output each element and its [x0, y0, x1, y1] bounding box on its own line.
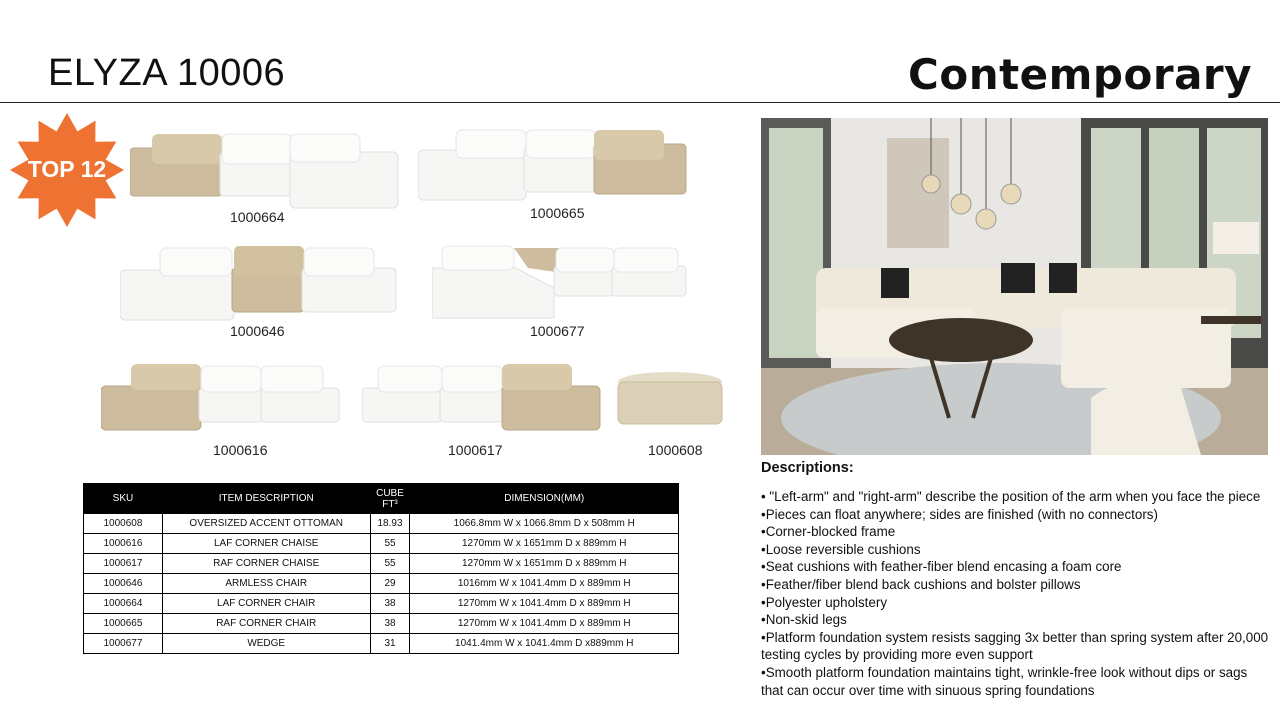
- table-cell: WEDGE: [162, 634, 370, 654]
- sku-caption: 1000616: [213, 442, 268, 458]
- page-title: ELYZA 10006: [48, 52, 286, 94]
- table-cell: 55: [370, 554, 410, 574]
- list-item: •Loose reversible cushions: [761, 541, 921, 557]
- table-row: [84, 574, 679, 594]
- table-cell: LAF CORNER CHAIR: [162, 594, 370, 614]
- list-item: •Non-skid legs: [761, 612, 847, 628]
- table-cell: 1000616: [84, 534, 163, 554]
- product-image-1000664: [130, 130, 400, 210]
- table-row: [84, 594, 679, 614]
- sku-caption: 1000677: [530, 323, 585, 339]
- product-image-1000665: [418, 126, 688, 202]
- table-cell: 38: [370, 614, 410, 634]
- table-cell: 55: [370, 534, 410, 554]
- list-item: •Pieces can float anywhere; sides are finished (with no connectors): [761, 506, 1158, 522]
- sku-caption: 1000665: [530, 205, 585, 221]
- list-item: •Polyester upholstery: [761, 594, 888, 610]
- top-badge-label: TOP 12: [27, 156, 107, 182]
- table-cell: 1270mm W x 1041.4mm D x 889mm H: [410, 594, 679, 614]
- product-image-1000646: [120, 244, 398, 322]
- column-header: CUBE FT³: [370, 484, 410, 514]
- sku-caption: 1000664: [230, 209, 285, 225]
- style-label: Contemporary: [908, 50, 1252, 99]
- sku-caption: 1000608: [648, 442, 703, 458]
- spec-table: [83, 483, 679, 654]
- table-cell: 1270mm W x 1651mm D x 889mm H: [410, 554, 679, 574]
- table-cell: LAF CORNER CHAISE: [162, 534, 370, 554]
- table-cell: 1000664: [84, 594, 163, 614]
- table-row: [84, 554, 679, 574]
- table-cell: 1270mm W x 1651mm D x 889mm H: [410, 534, 679, 554]
- table-cell: 1000665: [84, 614, 163, 634]
- header-divider: [0, 102, 1280, 103]
- descriptions-heading: Descriptions:: [761, 460, 854, 476]
- table-cell: 1270mm W x 1041.4mm D x 889mm H: [410, 614, 679, 634]
- table-row: [84, 534, 679, 554]
- table-cell: 38: [370, 594, 410, 614]
- descriptions-list: [761, 488, 1271, 699]
- product-image-1000677: [432, 244, 688, 320]
- list-item: •Smooth platform foundation maintains tight, wrinkle-free look without dips or sags that can occur over time with sinuous spring foundations: [761, 664, 1248, 698]
- table-cell: 1000617: [84, 554, 163, 574]
- table-cell: 1000608: [84, 514, 163, 534]
- product-image-1000617: [362, 362, 602, 434]
- column-header: ITEM DESCRIPTION: [162, 484, 370, 514]
- table-cell: 1041.4mm W x 1041.4mm D x889mm H: [410, 634, 679, 654]
- table-row: [84, 614, 679, 634]
- table-cell: 1000677: [84, 634, 163, 654]
- sku-caption: 1000646: [230, 323, 285, 339]
- table-cell: ARMLESS CHAIR: [162, 574, 370, 594]
- list-item: • "Left-arm" and "right-arm" describe the position of the arm when you face the piece: [761, 489, 1261, 504]
- list-item: •Feather/fiber blend back cushions and bolster pillows: [761, 576, 1081, 592]
- table-cell: OVERSIZED ACCENT OTTOMAN: [162, 514, 370, 534]
- table-cell: RAF CORNER CHAIR: [162, 614, 370, 634]
- table-cell: 31: [370, 634, 410, 654]
- list-item: •Seat cushions with feather-fiber blend encasing a foam core: [761, 559, 1122, 575]
- column-header: SKU: [84, 484, 163, 514]
- list-item: •Platform foundation system resists sagging 3x better than spring system after 20,000 testing cycles by providing more even support: [761, 629, 1269, 663]
- table-cell: RAF CORNER CHAISE: [162, 554, 370, 574]
- table-header-row: [84, 484, 679, 514]
- table-cell: 1000646: [84, 574, 163, 594]
- table-row: [84, 514, 679, 534]
- product-image-1000608: [617, 370, 723, 428]
- product-image-1000616: [101, 362, 341, 434]
- table-cell: 18.93: [370, 514, 410, 534]
- list-item: •Corner-blocked frame: [761, 524, 896, 540]
- column-header: DIMENSION(MM): [410, 484, 679, 514]
- table-cell: 29: [370, 574, 410, 594]
- room-scene-photo: [761, 118, 1268, 455]
- table-row: [84, 634, 679, 654]
- table-cell: 1066.8mm W x 1066.8mm D x 508mm H: [410, 514, 679, 534]
- sku-caption: 1000617: [448, 442, 503, 458]
- table-cell: 1016mm W x 1041.4mm D x 889mm H: [410, 574, 679, 594]
